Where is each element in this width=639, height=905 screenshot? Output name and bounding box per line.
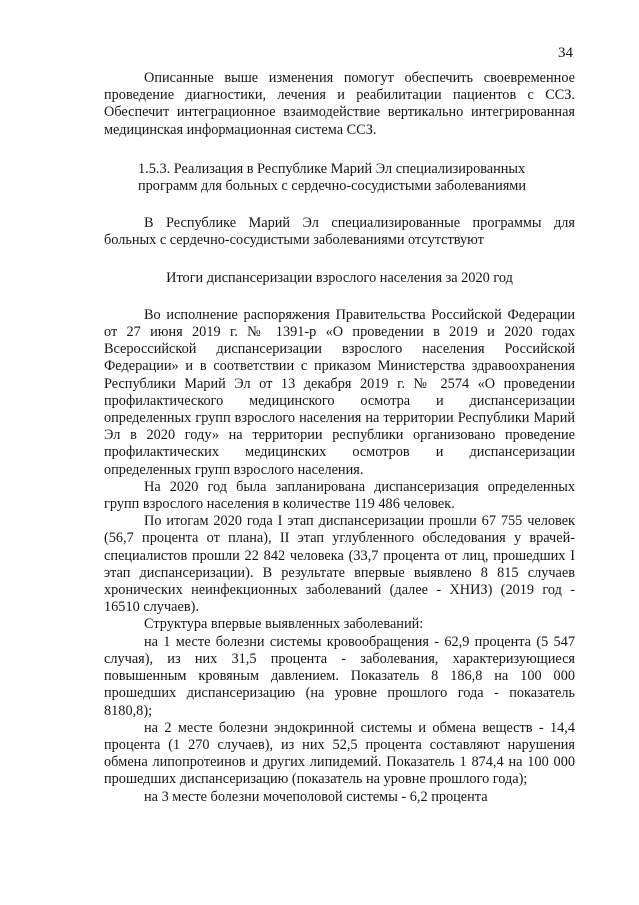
- paragraph-integration: Описанные выше изменения помогут обеспечить своевременное проведение диагностики, лечения и реабилитации пациентов с ССЗ. Обеспечит интеграционное взаимодействие вертикально интегрированная медицинская информационная система ССЗ.: [104, 70, 575, 138]
- section-title-dispensary-2020: Итоги диспансеризации взрослого населения за 2020 год: [166, 269, 513, 286]
- paragraph-order: Во исполнение распоряжения Правительства Российской Федерации от 27 июня 2019 г. № 1391-р «О проведении в 2019 и 2020 годах Всероссийской диспансеризации взрослого населения Российской Федерации» и в соответствии с приказом Министерства здравоохранения Республики Марий Эл от 13 декабря 2019 г. № 2574 «О проведении профилактического медицинского осмотра и диспансеризации определенных групп взрослого населения на территории Республики Марий Эл в 2020 году» на территории республики организовано проведение профилактических медицинских осмотров и диспансеризации определенных групп взрослого населения.: [104, 306, 575, 478]
- paragraph-results: По итогам 2020 года I этап диспансеризации прошли 67 755 человек (56,7 процента от плана), II этап углубленного обследования у врачей-специалистов прошли 22 842 человека (33,7 процента от лиц, прошедших I этап диспансеризации). В результате впервые выявлено 8 815 случаев хронических неинфекционных заболеваний (далее - ХНИЗ) (2019 год - 16510 случаев).: [104, 513, 575, 616]
- section-heading-1-5-3: 1.5.3. Реализация в Республике Марий Эл специализированных программ для больных с сердечно-сосудистыми заболеваниями: [138, 160, 527, 195]
- paragraph-planned: На 2020 год была запланирована диспансеризация определенных групп взрослого населения в количестве 119 486 человек.: [104, 478, 575, 513]
- paragraph-place-3: на 3 месте болезни мочеполовой системы - 6,2 процента: [144, 788, 488, 805]
- paragraph-structure: Структура впервые выявленных заболеваний:: [144, 616, 424, 633]
- page-number: 34: [558, 45, 573, 61]
- paragraph-place-1: на 1 месте болезни системы кровообращения - 62,9 процента (5 547 случая), из них 31,5 процента - заболевания, характеризующиеся повышенным кровяным давлением. Показатель 8 186,8 на 100 000 прошедших диспансеризацию (на уровне прошлого года - показатель 8180,8);: [104, 633, 575, 719]
- page-body: [104, 70, 575, 806]
- paragraph-no-programs: В Республике Марий Эл специализированные программы для больных с сердечно-сосудистыми заболеваниями отсутствуют: [104, 215, 575, 249]
- paragraph-place-2: на 2 месте болезни эндокринной системы и обмена веществ - 14,4 процента (1 270 случаев), из них 52,5 процента составляют нарушения обмена липопротеинов и других липидемий. Показатель 1 874,4 на 100 000 прошедших диспансеризацию (показатель на уровне прошлого года);: [104, 719, 575, 788]
